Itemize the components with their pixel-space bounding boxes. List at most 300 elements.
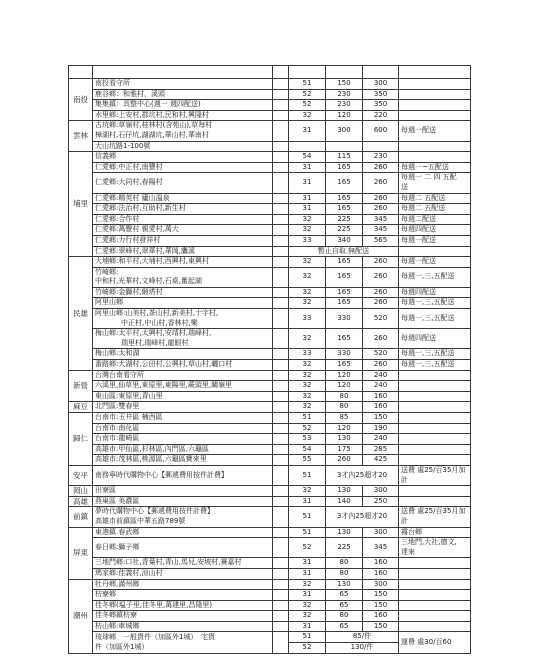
price-alt-cell: 160 xyxy=(363,402,399,413)
price-cell: 120 xyxy=(326,110,363,121)
blank-cell xyxy=(273,391,289,402)
area-cell: 台灣台南看守所 xyxy=(93,370,273,381)
area-cell: 信義鄉 xyxy=(93,152,273,163)
notes-cell: 每週一,三,五配送 xyxy=(399,349,471,360)
blank-cell xyxy=(273,507,289,527)
price-cell: 130 xyxy=(326,486,363,497)
code-cell-line: 51 xyxy=(302,632,312,641)
table-row xyxy=(69,152,471,163)
price-alt-cell: 260 xyxy=(363,193,399,204)
area-cell-line: 樟湖村,石仔坑,湖湖坑,華山村,華南村 xyxy=(95,130,209,139)
area-cell xyxy=(93,329,273,349)
blank-cell xyxy=(273,558,289,569)
price-alt-cell: 240 xyxy=(363,434,399,445)
notes-cell: 每週四配送 xyxy=(399,225,471,236)
blank-cell xyxy=(273,600,289,611)
blank-cell xyxy=(273,496,289,507)
notes-cell xyxy=(399,141,471,152)
table-row xyxy=(69,600,471,611)
header-row xyxy=(69,66,471,79)
price-cell: 330 xyxy=(326,349,363,360)
area-cell: 瑪家鄉:佳義村,涼山村 xyxy=(93,568,273,579)
area-cell: 仁愛鄉:精英村 廬山溫泉 xyxy=(93,193,273,204)
area-cell: 番路鄉:大湖村,公田村,公興村,草山村,曬口村 xyxy=(93,360,273,371)
blank-cell xyxy=(273,100,289,111)
blank-cell xyxy=(273,579,289,590)
area-cell xyxy=(93,632,273,653)
header-region xyxy=(69,66,93,79)
blank-cell xyxy=(273,152,289,163)
blank-cell xyxy=(273,257,289,268)
code-cell: 32 xyxy=(289,600,326,611)
area-cell-line: 古坑鄉:草嶺村,桂林村(含苑山),草每村 xyxy=(95,121,213,130)
blank-cell xyxy=(273,79,289,90)
notes-cell xyxy=(399,381,471,392)
code-cell: 32 xyxy=(289,214,326,225)
price-alt-cell: 300 xyxy=(363,527,399,538)
code-cell: 32 xyxy=(289,486,326,497)
price-alt-cell: 350 xyxy=(363,89,399,100)
notes-cell: 每週一配送 xyxy=(399,257,471,268)
code-cell: 33 xyxy=(289,235,326,246)
code-cell: 33 xyxy=(289,309,326,329)
price-cell: 165 xyxy=(326,257,363,268)
price-cell: 165 xyxy=(326,298,363,309)
notes-cell: 每週一配送 xyxy=(399,121,471,141)
region-label: 南投 xyxy=(69,79,93,121)
table-row xyxy=(69,225,471,236)
code-cell: 31 xyxy=(289,558,326,569)
area-cell: 枋山鄉:車城鄉 xyxy=(93,621,273,632)
notes-cell xyxy=(399,79,471,90)
code-cell xyxy=(289,141,326,152)
blank-cell xyxy=(273,527,289,538)
code-cell: 32 xyxy=(289,579,326,590)
notes-cell-line: 三地門,大社,德文, xyxy=(401,538,457,547)
blank-cell xyxy=(273,309,289,329)
code-cell: 32 xyxy=(289,370,326,381)
code-cell: 32 xyxy=(289,391,326,402)
code-cell: 54 xyxy=(289,444,326,455)
price-cell: 340 xyxy=(326,235,363,246)
area-cell: 枋寮鄉 xyxy=(93,590,273,601)
price-alt-cell: 350 xyxy=(363,100,399,111)
area-cell xyxy=(93,267,273,287)
table-row xyxy=(69,486,471,497)
area-cell xyxy=(93,309,273,329)
area-cell: 鹿谷鄉：和雅村，溪頭 xyxy=(93,89,273,100)
code-cell xyxy=(289,632,326,653)
code-cell: 32 xyxy=(289,298,326,309)
blank-cell xyxy=(273,444,289,455)
blank-cell xyxy=(273,360,289,371)
area-cell: 東山區:東原里,青山里 xyxy=(93,391,273,402)
area-cell: 佳冬鄉鎮枋寮 xyxy=(93,611,273,622)
price-cell: 130 xyxy=(326,527,363,538)
area-cell: 六溪里,仙草里,東原里,東陽里,蕨頭里,關嶺里 xyxy=(93,381,273,392)
price-cell: 85 xyxy=(326,413,363,424)
blank-cell xyxy=(273,568,289,579)
area-cell-line: 中正村,中山村,香林村,樂 xyxy=(121,318,198,327)
price-cell: 120 xyxy=(326,423,363,434)
area-cell-line: 阿里山鄉:山美村,茶山村,新美村,十字村, xyxy=(95,309,219,318)
area-cell-line: 竹崎鄉: xyxy=(95,267,119,276)
price-alt-cell: 220 xyxy=(363,110,399,121)
blank-cell xyxy=(273,381,289,392)
area-cell: 仁愛鄉:翠峰村,翠華村,華岡,鷹溪 xyxy=(93,246,273,257)
price-cell-line: 130/件 xyxy=(326,642,398,653)
code-cell: 52 xyxy=(289,89,326,100)
price-alt-cell: 300 xyxy=(363,486,399,497)
price-alt-cell: 565 xyxy=(363,235,399,246)
table-row xyxy=(69,381,471,392)
region-label: 安平 xyxy=(69,465,93,485)
status-cell: 暫止自取.無配送 xyxy=(289,246,399,257)
notes-cell: 每週一,三,五配送 xyxy=(399,360,471,371)
table-row xyxy=(69,329,471,349)
area-cell: 阿里山鄉 xyxy=(93,298,273,309)
blank-cell xyxy=(273,162,289,173)
area-cell: 南務寧時代購物中心【郵遞費用按件計費】 xyxy=(93,465,273,485)
price-alt-cell: 160 xyxy=(363,558,399,569)
blank-cell xyxy=(273,141,289,152)
price-cell: 115 xyxy=(326,152,363,163)
price-cell: 130 xyxy=(326,434,363,445)
rate-table xyxy=(68,65,471,654)
price-cell: 300 xyxy=(326,121,363,141)
blank-cell xyxy=(273,611,289,622)
code-cell: 52 xyxy=(289,538,326,558)
code-cell: 31 xyxy=(289,121,326,141)
table-row xyxy=(69,214,471,225)
price-cell: 120 xyxy=(326,370,363,381)
price-alt-cell: 260 xyxy=(363,173,399,193)
blank-cell xyxy=(273,632,289,653)
code-cell: 31 xyxy=(289,496,326,507)
price-alt-cell: 300 xyxy=(363,579,399,590)
notes-cell xyxy=(399,621,471,632)
price-cell: 3才內25超才20 xyxy=(326,507,399,527)
header-blank xyxy=(273,66,289,79)
code-cell: 32 xyxy=(289,402,326,413)
notes-cell: 每週一,三,五配送 xyxy=(399,298,471,309)
area-cell: 仁愛鄉:合作村 xyxy=(93,214,273,225)
table-row xyxy=(69,621,471,632)
blank-cell xyxy=(273,538,289,558)
notes-cell-line: 計 xyxy=(401,516,408,525)
price-alt-cell: 230 xyxy=(363,152,399,163)
area-cell xyxy=(93,507,273,527)
notes-cell xyxy=(399,558,471,569)
area-cell: 北門區:雙春里 xyxy=(93,402,273,413)
price-alt-cell: 150 xyxy=(363,413,399,424)
table-row xyxy=(69,89,471,100)
table-row xyxy=(69,527,471,538)
blank-cell xyxy=(273,121,289,141)
price-cell: 165 xyxy=(326,193,363,204)
price-alt-cell: 150 xyxy=(363,621,399,632)
price-alt-cell: 160 xyxy=(363,611,399,622)
area-cell: 仁愛鄉:中正村,南豐村 xyxy=(93,162,273,173)
blank-cell xyxy=(273,193,289,204)
blank-cell xyxy=(273,298,289,309)
price-cell: 230 xyxy=(326,89,363,100)
blank-cell xyxy=(273,370,289,381)
notes-cell: 運費 處30/百60 xyxy=(399,632,471,653)
area-cell: 田寮區 xyxy=(93,486,273,497)
table-row xyxy=(69,434,471,445)
notes-cell xyxy=(399,391,471,402)
area-cell-line: 中和村,光華村,文峰村,石桌,奮起湖 xyxy=(95,277,202,286)
notes-cell xyxy=(399,110,471,121)
notes-cell xyxy=(399,100,471,111)
region-label: 雲林 xyxy=(69,121,93,152)
table-body xyxy=(69,79,471,654)
price-cell: 260 xyxy=(326,455,363,466)
table-row xyxy=(69,444,471,455)
code-cell: 51 xyxy=(289,507,326,527)
price-alt-cell: 425 xyxy=(363,455,399,466)
price-alt-cell: 345 xyxy=(363,214,399,225)
blank-cell xyxy=(273,486,289,497)
table-row xyxy=(69,402,471,413)
notes-cell xyxy=(399,496,471,507)
region-label: 民雄 xyxy=(69,257,93,371)
area-cell: 竹崎鄉:金獅村,緞塔村 xyxy=(93,287,273,298)
price-alt-cell: 285 xyxy=(363,444,399,455)
area-cell: 高雄市:甲仙區,杉林區,內門區,六龜區 xyxy=(93,444,273,455)
code-cell: 32 xyxy=(289,257,326,268)
region-label: 潮州 xyxy=(69,579,93,653)
price-cell: 80 xyxy=(326,611,363,622)
notes-cell: 每週四配送 xyxy=(399,287,471,298)
area-cell-line: 琉球鄉 一般貨件（加區外1城） 宅貨 xyxy=(95,632,215,641)
notes-cell xyxy=(399,413,471,424)
price-cell: 165 xyxy=(326,329,363,349)
notes-cell xyxy=(399,402,471,413)
price-alt-cell: 260 xyxy=(363,267,399,287)
table-row xyxy=(69,121,471,141)
blank-cell xyxy=(273,225,289,236)
notes-cell: 每週一,三,五配送 xyxy=(399,267,471,287)
region-label: 歸仁 xyxy=(69,413,93,466)
price-cell: 225 xyxy=(326,225,363,236)
area-cell: 仁愛鄉:法治村,互助村,新生村 xyxy=(93,204,273,215)
notes-cell-line: 送費 處25/百35月加 xyxy=(401,465,466,474)
price-cell: 165 xyxy=(326,267,363,287)
notes-cell xyxy=(399,152,471,163)
area-cell-line: 梅山鄉:太平村,太興村,安靖村,瑞峰村, xyxy=(95,329,212,338)
code-cell: 32 xyxy=(289,329,326,349)
table-row xyxy=(69,391,471,402)
table-row xyxy=(69,538,471,558)
area-cell-line: 高雄市前鎮區中華五路789號 xyxy=(95,516,186,525)
price-cell: 80 xyxy=(326,391,363,402)
notes-cell-line: 送 xyxy=(401,182,408,191)
code-cell: 32 xyxy=(289,110,326,121)
table-row xyxy=(69,611,471,622)
table-row xyxy=(69,579,471,590)
table-row xyxy=(69,162,471,173)
price-alt-cell: 260 xyxy=(363,257,399,268)
table-row xyxy=(69,287,471,298)
code-cell: 31 xyxy=(289,204,326,215)
table-row xyxy=(69,141,471,152)
price-cell: 120 xyxy=(326,381,363,392)
price-cell: 140 xyxy=(326,496,363,507)
price-alt-cell: 160 xyxy=(363,391,399,402)
price-alt-cell: 150 xyxy=(363,600,399,611)
code-cell: 32 xyxy=(289,360,326,371)
price-cell: 80 xyxy=(326,558,363,569)
header-notes xyxy=(399,66,471,79)
table-row xyxy=(69,568,471,579)
code-cell: 31 xyxy=(289,193,326,204)
blank-cell xyxy=(273,173,289,193)
code-cell: 31 xyxy=(289,568,326,579)
area-cell: 台南市:龍崎區 xyxy=(93,434,273,445)
code-cell: 51 xyxy=(289,465,326,485)
area-cell: 高雄市:茂林區,桃源區,六龜區寶來里 xyxy=(93,455,273,466)
area-cell: 佳冬鄉(塭子里,佳冬里,萬建里,昌隆里) xyxy=(93,600,273,611)
table-row xyxy=(69,309,471,329)
price-cell: 150 xyxy=(326,79,363,90)
price-alt-cell: 150 xyxy=(363,590,399,601)
area-cell: 仁愛鄉:大同村,春陽村 xyxy=(93,173,273,193)
price-cell: 165 xyxy=(326,173,363,193)
price-cell: 65 xyxy=(326,590,363,601)
price-alt-cell: 260 xyxy=(363,287,399,298)
price-cell xyxy=(326,632,399,653)
notes-cell: 每週四配送 xyxy=(399,329,471,349)
notes-cell xyxy=(399,89,471,100)
table-row xyxy=(69,370,471,381)
code-cell: 54 xyxy=(289,152,326,163)
header-area xyxy=(93,66,273,79)
price-cell: 175 xyxy=(326,444,363,455)
code-cell: 31 xyxy=(289,173,326,193)
region-label: 高雄 xyxy=(69,496,93,507)
table-row xyxy=(69,110,471,121)
price-alt-cell: 345 xyxy=(363,538,399,558)
area-cell: 集集鎮：具整中心(週一 週四配送) xyxy=(93,100,273,111)
code-cell: 32 xyxy=(289,267,326,287)
notes-cell: 霧台鄉 xyxy=(399,527,471,538)
blank-cell xyxy=(273,465,289,485)
region-label: 麻豆 xyxy=(69,402,93,413)
price-alt-cell: 240 xyxy=(363,381,399,392)
table-row xyxy=(69,590,471,601)
notes-cell: 每週二配送 xyxy=(399,214,471,225)
price-alt-cell: 260 xyxy=(363,360,399,371)
price-cell: 330 xyxy=(326,309,363,329)
price-cell-line: 85/件 xyxy=(352,632,372,641)
price-alt-cell: 260 xyxy=(363,329,399,349)
code-cell: 32 xyxy=(289,381,326,392)
region-label: 屏東 xyxy=(69,527,93,579)
price-alt-cell: 190 xyxy=(363,423,399,434)
notes-cell-line: 計 xyxy=(401,475,408,484)
price-cell: 225 xyxy=(326,214,363,225)
blank-cell xyxy=(273,590,289,601)
price-alt-cell: 600 xyxy=(363,121,399,141)
blank-cell xyxy=(273,621,289,632)
area-cell: 南投看守所 xyxy=(93,79,273,90)
table-row xyxy=(69,267,471,287)
blank-cell xyxy=(273,267,289,287)
price-alt-cell: 520 xyxy=(363,309,399,329)
notes-cell: 每週一配送 xyxy=(399,235,471,246)
price-cell: 80 xyxy=(326,568,363,579)
blank-cell xyxy=(273,246,289,257)
code-cell: 51 xyxy=(289,527,326,538)
notes-cell xyxy=(399,444,471,455)
blank-cell xyxy=(273,349,289,360)
area-cell: 東港鎮.春武鄉 xyxy=(93,527,273,538)
table-row xyxy=(69,455,471,466)
table-row xyxy=(69,632,471,653)
notes-cell: 每週二 五配送 xyxy=(399,193,471,204)
code-cell: 55 xyxy=(289,455,326,466)
code-cell: 31 xyxy=(289,621,326,632)
header-price xyxy=(326,66,363,79)
price-alt-cell: 260 xyxy=(363,162,399,173)
area-cell: 三地門鄉:口社,青葉村,青山,馬兒,安坡村,賽嘉村 xyxy=(93,558,273,569)
price-alt-cell: 260 xyxy=(363,298,399,309)
table-row xyxy=(69,558,471,569)
notes-cell-line: 達來 xyxy=(401,547,415,556)
price-alt-cell: 520 xyxy=(363,349,399,360)
table-row xyxy=(69,173,471,193)
area-cell: 牡丹鄉,滿州鄉 xyxy=(93,579,273,590)
price-alt-cell: 260 xyxy=(363,204,399,215)
area-cell: 大山坑路1-100號 xyxy=(93,141,273,152)
blank-cell xyxy=(273,329,289,349)
code-cell: 51 xyxy=(289,79,326,90)
price-alt-cell: 240 xyxy=(363,370,399,381)
area-cell: 仁愛鄉:力行村發祥村 xyxy=(93,235,273,246)
blank-cell xyxy=(273,434,289,445)
notes-cell xyxy=(399,590,471,601)
notes-cell xyxy=(399,486,471,497)
notes-cell-line: 送費 處25/百35月加 xyxy=(401,507,466,516)
notes-cell xyxy=(399,611,471,622)
table-row xyxy=(69,360,471,371)
code-cell: 31 xyxy=(289,162,326,173)
notes-cell: 每週一~五配送 xyxy=(399,162,471,173)
price-cell: 3才內25超才20 xyxy=(326,465,399,485)
price-cell: 130 xyxy=(326,579,363,590)
price-cell: 165 xyxy=(326,360,363,371)
notes-cell xyxy=(399,423,471,434)
table-row xyxy=(69,79,471,90)
area-cell: 春日鄉:獅子鄉 xyxy=(93,538,273,558)
table-row xyxy=(69,496,471,507)
blank-cell xyxy=(273,235,289,246)
code-cell: 32 xyxy=(289,611,326,622)
blank-cell xyxy=(273,402,289,413)
price-cell: 65 xyxy=(326,621,363,632)
table-row xyxy=(69,257,471,268)
area-cell: 燕巢區 美濃區 xyxy=(93,496,273,507)
notes-cell xyxy=(399,600,471,611)
code-cell: 53 xyxy=(289,434,326,445)
code-cell: 52 xyxy=(289,423,326,434)
price-alt-cell: 160 xyxy=(363,568,399,579)
code-cell: 32 xyxy=(289,287,326,298)
area-cell: 仁愛鄉:萬豐村 親愛村,萬大 xyxy=(93,225,273,236)
notes-cell-line: 每週一 二 四 五配 xyxy=(401,173,457,182)
